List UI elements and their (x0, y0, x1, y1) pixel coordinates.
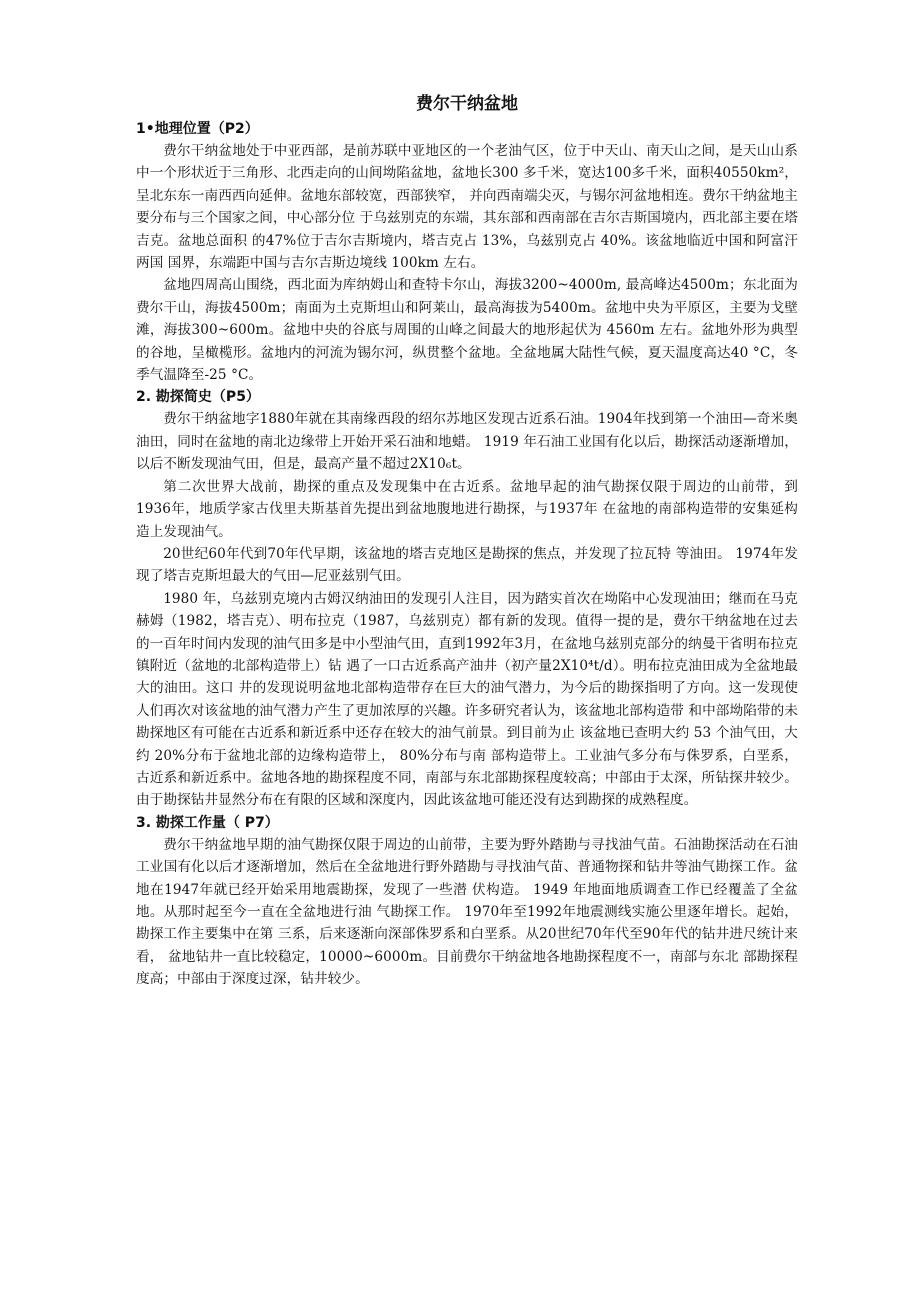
paragraph: 费尔干纳盆地字1880年就在其南缘西段的绍尔苏地区发现古近系石油。1904年找到第一个油田—奇米奥油田，同时在盆地的南北边缘带上开始开采石油和地蜡。 1919 年石油工业国有化以后，勘探活动逐渐增加，以后不断发现油气田，但是，最高产量不超过2X10₆t。 (136, 411, 798, 473)
section-heading: 2. 勘探简史（P5） (136, 389, 260, 406)
section-exploration-history (136, 386, 798, 811)
paragraph: 1980 年，乌兹别克境内古姆汉纳油田的发现引人注目，因为踏实首次在坳陷中心发现油田；继而在马克赫姆（1982，塔吉克）、明布拉克（1987，乌兹别克）都有新的发现。值得一提的是，费尔干纳盆地在过去的一百年时间内发现的油气田多是中小型油气田，直到1992年3月，在盆地乌兹别克部分的纳曼干省明布拉克镇附近（盆地的北部构造带上）钻 遇了一口古近系高产油井（初产量2X10⁴t/d）。明布拉克油田成为全盆地最大的油田。这口 井的发现说明盆地北部构造带存在巨大的油气潜力，为今后的勘探指明了方向。这一发现使 人们再次对该盆地的油气潜力产生了更加浓厚的兴趣。许多研究者认为，该盆地北部构造带 和中部坳陷带的未勘探地区有可能在古近系和新近系中还存在较大的油气前景。到目前为止 该盆地已查明大约 53 个油气田，大约 20%分布于盆地北部的边缘构造带上， 80%分布与南 部构造带上。工业油气多分布与侏罗系，白垩系，古近系和新近系中。盆地各地的勘探程度不同，南部与东北部勘探程度较高；中部由于太深，所钻探井较少。由于勘探钻井显然分布在有限的区域和深度内，因此该盆地可能还没有达到勘探的成熟程度。 (136, 590, 798, 809)
paragraph: 费尔干纳盆地早期的油气勘探仅限于周边的山前带，主要为野外踏勘与寻找油气苗。石油勘探活动在石油工业国有化以后才逐渐增加，然后在全盆地进行野外踏勘与寻找油气苗、普通物探和钻井等油气勘探工作。盆地在1947年就已经开始采用地震勘探，发现了一些潜 伏构造。 1949 年地面地质调查工作已经覆盖了全盆地。从那时起至今一直在全盆地进行油 气勘探工作。 1970年至1992年地震测线实施公里逐年增长。起始，勘探工作主要集中在第 三系，后来逐渐向深部侏罗系和白垩系。从20世纪70年代至90年代的钻井进尺统计来看， 盆地钻井一直比较稳定，10000~6000m。目前费尔干纳盆地各地勘探程度不一，南部与东北 部勘探程度高；中部由于深度过深，钻井较少。 (136, 836, 798, 988)
document-page (136, 92, 798, 991)
document-title: 费尔干纳盆地 (416, 94, 518, 114)
section-heading: 1•地理位置（P2） (136, 121, 259, 137)
paragraph: 20世纪60年代到70年代早期，该盆地的塔吉克地区是勘探的焦点，并发现了拉瓦特 等油田。 1974年发现了塔吉克斯坦最大的气田—尼亚兹别气田。 (136, 545, 798, 585)
section-geography (136, 118, 798, 386)
section-heading: 3. 勘探工作量（ P7） (136, 814, 279, 831)
section-exploration-workload (136, 812, 798, 991)
paragraph: 费尔干纳盆地处于中亚西部，是前苏联中亚地区的一个老油气区，位于中天山、南天山之间，是天山山系中一个形状近于三角形、北西走向的山间坳陷盆地，盆地长300 多千米，宽达100多千米，面积40550km²，呈北东东一南西西向延伸。盆地东部较宽，西部狭窄， 并向西南端尖灭，与锡尔河盆地相连。费尔干纳盆地主要分布与三个国家之间，中心部分位 于乌兹别克的东端，其东部和西南部在吉尔吉斯国境内，西北部主要在塔吉克。盆地总面积 的47%位于吉尔吉斯境内，塔吉克占 13%，乌兹别克占 40%。该盆地临近中国和阿富汗两国 国界，东端距中国与吉尔吉斯边境线 100km 左右。 (136, 143, 798, 272)
paragraph: 盆地四周高山围绕，西北面为库纳姆山和查特卡尔山，海拔3200~4000m, 最高峰达4500m；东北面为费尔干山，海拔4500m；南面为土克斯坦山和阿莱山，最高海拔为5400m。盆地中央为平原区，主要为戈壁滩，海拔300~600m。盆地中央的谷底与周围的山峰之间最大的地形起伏为 4560m 左右。盆地外形为典型的谷地，呈橄榄形。盆地内的河流为锡尔河，纵贯整个盆地。全盆地属大陆性气候，夏天温度高达40 °C，冬季气温降至-25 °C。 (136, 277, 798, 384)
paragraph: 第二次世界大战前，勘探的重点及发现集中在古近系。盆地早起的油气勘探仅限于周边的山前带，到1936年，地质学家古伐里夫斯基首先提出到盆地腹地进行勘探，与1937年 在盆地的南部构造带的安集延构造上发现油气。 (136, 478, 798, 540)
